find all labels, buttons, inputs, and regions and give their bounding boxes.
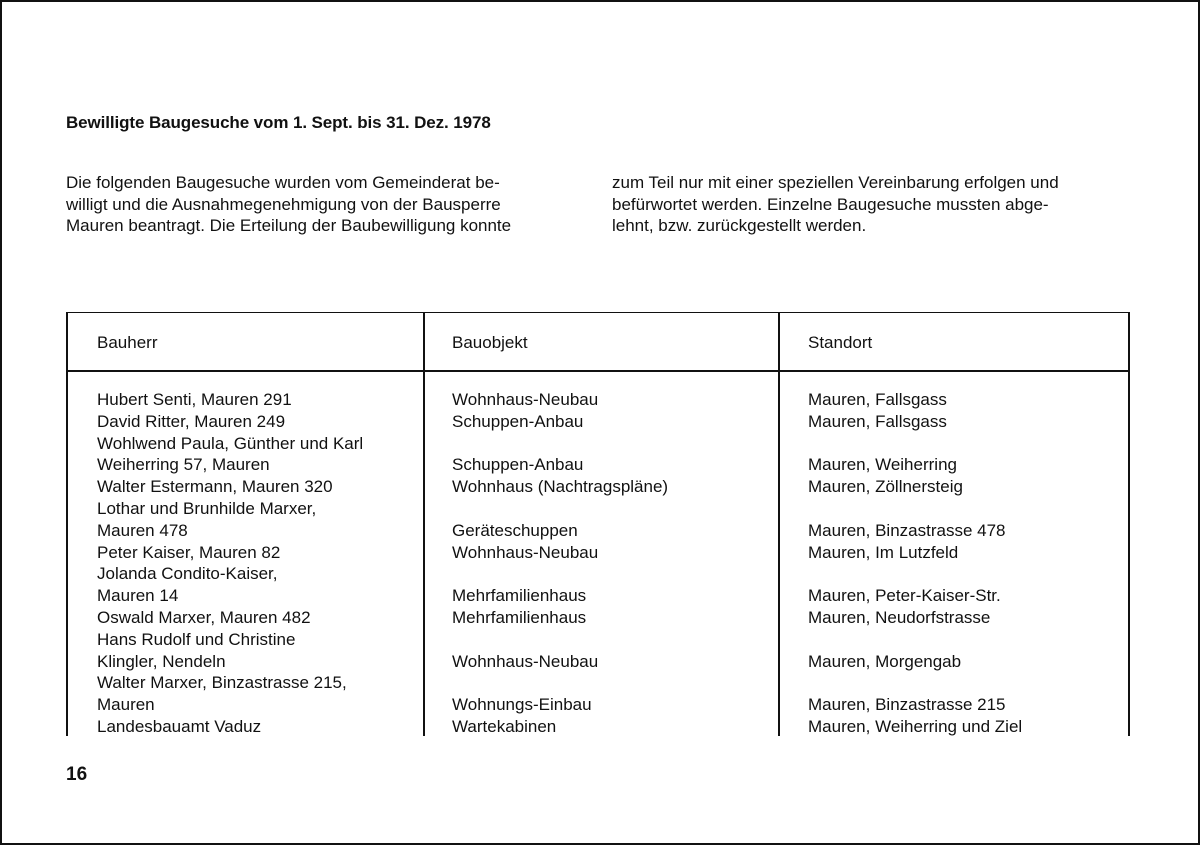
- intro-paragraph-left: [66, 172, 584, 237]
- cell-bauherr: Mauren 14: [97, 586, 179, 606]
- column-header-standort: Standort: [808, 333, 873, 352]
- cell-standort: Mauren, Binzastrasse 478: [808, 520, 1006, 540]
- cell-bauherr: Landesbauamt Vaduz: [97, 716, 262, 736]
- cell-bauherr: Walter Marxer, Binzastrasse 215,: [97, 673, 347, 693]
- cell-standort: Mauren, Morgengab: [808, 651, 962, 671]
- cell-bauobjekt: Wartekabinen: [452, 716, 557, 736]
- cell-bauobjekt: Wohnhaus-Neubau: [452, 651, 599, 671]
- table-row: [66, 520, 1130, 542]
- cell-standort: Mauren, Weiherring und Ziel: [808, 716, 1023, 736]
- cell-standort: Mauren, Weiherring: [808, 455, 957, 475]
- cell-bauobjekt: Wohnungs-Einbau: [452, 695, 592, 715]
- intro-line: Die folgenden Baugesuche wurden vom Gemeinderat be-: [66, 173, 500, 192]
- column-header-bauherr: Bauherr: [97, 333, 158, 352]
- cell-standort: Mauren, Zöllnersteig: [808, 477, 963, 497]
- cell-bauobjekt: Wohnhaus-Neubau: [452, 542, 599, 562]
- cell-standort: Mauren, Fallsgass: [808, 411, 947, 431]
- cell-bauobjekt: Mehrfamilienhaus: [452, 607, 587, 627]
- table-row: [66, 651, 1130, 673]
- table-row: [66, 672, 1130, 694]
- cell-bauherr: Jolanda Condito-Kaiser,: [97, 564, 278, 584]
- table-row: [66, 454, 1130, 476]
- cell-bauherr: David Ritter, Mauren 249: [97, 411, 286, 431]
- cell-bauherr: Oswald Marxer, Mauren 482: [97, 607, 311, 627]
- cell-standort: Mauren, Neudorfstrasse: [808, 607, 991, 627]
- cell-bauobjekt: Geräteschuppen: [452, 520, 578, 540]
- cell-bauherr: Mauren: [97, 695, 155, 715]
- cell-bauobjekt: Schuppen-Anbau: [452, 455, 584, 475]
- table-row: [66, 585, 1130, 607]
- cell-bauherr: Weiherring 57, Mauren: [97, 455, 270, 475]
- cell-standort: Mauren, Binzastrasse 215: [808, 695, 1006, 715]
- intro-line: befürwortet werden. Einzelne Baugesuche mussten abge-: [612, 194, 1049, 214]
- cell-bauobjekt: Mehrfamilienhaus: [452, 586, 587, 606]
- intro-line: willigt und die Ausnahmegenehmigung von der Bausperre: [66, 194, 501, 214]
- table-row: [66, 498, 1130, 520]
- table-row: [66, 389, 1130, 411]
- cell-bauherr: Klingler, Nendeln: [97, 651, 226, 671]
- cell-bauherr: Peter Kaiser, Mauren 82: [97, 542, 281, 562]
- cell-standort: Mauren, Im Lutzfeld: [808, 542, 959, 562]
- table-body: [66, 389, 1130, 738]
- cell-bauobjekt: Wohnhaus-Neubau: [452, 390, 599, 409]
- intro-line: lehnt, bzw. zurückgestellt werden.: [612, 216, 867, 235]
- cell-standort: Mauren, Peter-Kaiser-Str.: [808, 586, 1001, 606]
- cell-standort: Mauren, Fallsgass: [808, 390, 947, 409]
- intro-paragraph-right: [612, 172, 1134, 237]
- page-title: Bewilligte Baugesuche vom 1. Sept. bis 31. Dez. 1978: [66, 113, 491, 132]
- intro-line: Mauren beantragt. Die Erteilung der Baubewilligung konnte: [66, 216, 512, 235]
- table-row: [66, 433, 1130, 455]
- cell-bauherr: Hubert Senti, Mauren 291: [97, 390, 292, 409]
- table-row: [66, 411, 1130, 433]
- table-row: [66, 716, 1130, 738]
- intro-line: zum Teil nur mit einer speziellen Vereinbarung erfolgen und: [612, 173, 1059, 192]
- permits-table: [66, 312, 1130, 738]
- cell-bauherr: Walter Estermann, Mauren 320: [97, 477, 333, 497]
- table-row: [66, 629, 1130, 651]
- cell-bauherr: Mauren 478: [97, 520, 188, 540]
- cell-bauobjekt: Wohnhaus (Nachtragspläne): [452, 477, 669, 497]
- table-row: [66, 607, 1130, 629]
- table-row: [66, 476, 1130, 498]
- cell-bauherr: Wohlwend Paula, Günther und Karl: [97, 433, 364, 453]
- table-row: [66, 694, 1130, 716]
- table-row: [66, 542, 1130, 564]
- page-number: 16: [66, 764, 88, 785]
- cell-bauherr: Hans Rudolf und Christine: [97, 629, 296, 649]
- column-header-bauobjekt: Bauobjekt: [452, 333, 528, 352]
- table-row: [66, 563, 1130, 585]
- cell-bauherr: Lothar und Brunhilde Marxer,: [97, 498, 317, 518]
- header-divider: [66, 370, 1130, 372]
- cell-bauobjekt: Schuppen-Anbau: [452, 411, 584, 431]
